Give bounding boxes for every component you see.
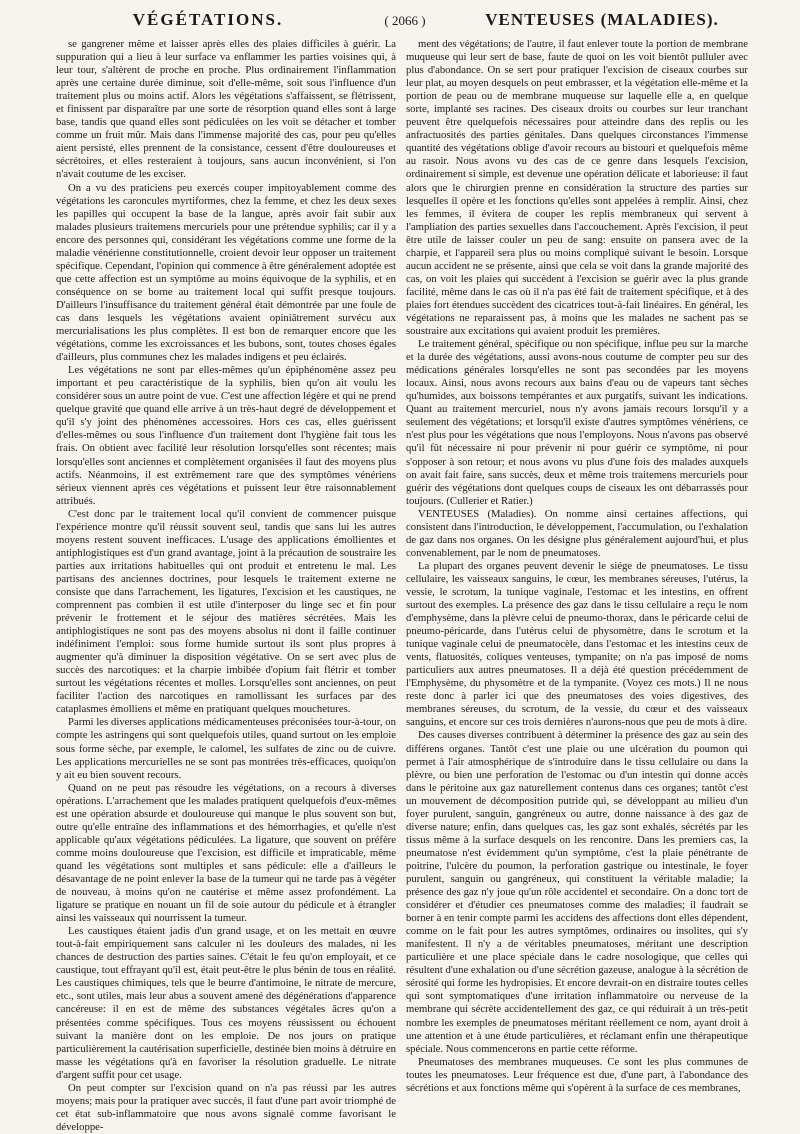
paragraph: Quand on ne peut pas résoudre les végétations, on a recours à diverses opérations. L'arrachement que les malades pratiquent quelquefois d'eux-mêmes est une opération absurde et douloureuse qui manque le plus souvent son but, outre qu'elle entraîne des inflammations et des hémorrhagies, et qu'elle n'est applicable qu'aux végétations pédiculées. La ligature, que souvent on préfère comme moins douloureuse que l'excision, est difficile et impraticable, même quand les végétations sont multiples et sans pédicule: elle a d'ailleurs le désavantage de ne point enlever la base de la tumeur qui ne tarde pas à végéter de nouveau, à moins qu'on ne cautérise et même assez profondément. La ligature se pratique en nouant un fil de soie autour du pédicule et à étrangler ainsi les vaisseaux qui nourrissent la tumeur. bbox=[56, 781, 396, 925]
paragraph: Le traitement général, spécifique ou non spécifique, influe peu sur la marche et la durée des végétations, aussi avons-nous coutume de compter peu sur des médications générales lorsqu'elles ne sont pas secondées par les moyens locaux. Ainsi, nous avons recours aux bains d'eau ou de vapeurs tant sèches qu'humides, aux boissons tempérantes et aux purgatifs, suivant les indications. Quant au traitement mercuriel, nous n'y avons jamais recours lorsqu'il y a seulement des végétations; et lorsqu'il existe d'autres symptômes vénériens, ce n'est plus pour les végétations que nous l'employons. Nous n'avons pas observé qu'il fût nécessaire ni pour prévenir ni pour guérir ce symptôme, ni pour s'opposer à son retour; et nous avons vu plus d'une fois des malades auxquels on avait fait faire, sans succès, deux et même trois traitemens mercuriels pour guérir des végétations dont quelques coups de ciseaux les ont débarrassés pour toujours. (Cullerier et Ratier.) bbox=[406, 338, 748, 507]
paragraph: Parmi les diverses applications médicamenteuses préconisées tour-à-tour, on compte les astringens qui sont quelquefois utiles, quand surtout on les emploie sous forme sèche, par exemple, le calomel, les sulfates de zinc ou de cuivre. Les applications mercurielles ne se sont pas montrées très-efficaces, quoiqu'on y ait eu bien souvent recours. bbox=[56, 716, 396, 781]
paragraph: C'est donc par le traitement local qu'il convient de commencer puisque l'expérience montre qu'il réussit souvent seul, tandis que sans lui les autres moyens restent souvent inefficaces. L'usage des applications émollientes et antiphlogistiques est d'un grand avantage, joint à la précaution de soustraire les parties aux irritations habituelles qui ont produit et entretenu le mal. Les partisans des anciennes doctrines, pour lesquels le traitement externe ne consiste que dans l'arrachement, les ligatures, l'excision et les caustiques, ne comprennent pas combien il est utile d'interposer du linge sec et fin pour prévenir le frottement et le séjour des matières sécrétées. Mais les antiphlogistiques ne sont pas des moyens absolus ni dont il faille continuer indéfiniment l'emploi: sous forme humide surtout ils sont plus propres à augmenter qu'à diminuer la disposition végétative. On se sert avec plus de succès des narcotiques: et la charpie imbibée d'opium fait flétrir et tomber surtout les végétations récentes et molles. Lorsqu'elles sont anciennes, on peut faciliter l'action des narcotiques en ramollissant les surfaces par des cataplasmes émolliens et même en pratiquant quelques mouchetures. bbox=[56, 507, 396, 716]
paragraph: Pneumatoses des membranes muqueuses. Ce sont les plus communes de toutes les pneumatoses. Leur fréquence est due, d'une part, à l'abondance des sécrétions et aux fonctions même qui s'opèrent à la surface de ces membranes, bbox=[406, 1055, 748, 1094]
right-column bbox=[406, 38, 748, 1094]
header-right-title: VENTEUSES (MALADIES). bbox=[485, 10, 719, 29]
paragraph: La plupart des organes peuvent devenir le siége de pneumatoses. Le tissu cellulaire, les vaisseaux sanguins, le cœur, les membranes séreuses, l'utérus, la vessie, le scrotum, la tunique vaginale, l'estomac et les intestins, en offrent surtout des exemples. La présence des gaz dans le tissu cellulaire a reçu le nom d'emphysème, dans la plèvre celui de pneumo-thorax, dans le péricarde celui de pneumo-péricarde, dans l'utérus celui de physomètre, dans le scrotum et la tunique vaginale celui de pneumatocèle, dans l'estomac et les intestins ceux de vents, flatuosités, coliques venteuses, tympanite; on n'a pas imposé de noms particuliers aux autres pneumatoses. Il a déjà été question précédemment de l'Emphysème, du physomètre et de la tympanite. (Voyez ces mots.) Il ne nous reste donc à parler ici que des pneumatoses des voies digestives, des membranes séreuses, du scrotum, de la vessie, du cœur et des vaisseaux sanguins, et encore sur ces trois dernières n'aurons-nous que peu de mots à dire. bbox=[406, 559, 748, 729]
paragraph: On peut compter sur l'excision quand on n'a pas réussi par les autres moyens; mais pour la pratiquer avec succès, il faut d'une part avoir triomphé de cet état sub-inflammatoire que nous avons signalé comme favorisant le développe- bbox=[56, 1081, 396, 1133]
paragraph: On a vu des praticiens peu exercés couper impitoyablement comme des végétations les caroncules myrtiformes, chez la femme, et chez les deux sexes les papilles qui occupent la base de la langue, après avoir fait subir aux malades plusieurs traitemens mercuriels pour une prétendue syphilis; car il y a encore des personnes qui, considérant les végétations comme une forme de la maladie vénérienne constitutionnelle, croient devoir leur opposer un traitement spécifique. Cependant, l'opinion qui commence à être généralement adoptée est que cette affection est un symptôme au moins équivoque de la syphilis, et en conséquence on se borne au traitement local qui suffit presque toujours. D'ailleurs l'insuffisance du traitement général était démontrée par une foule de cas dans lesquels les végétations avaient opiniâtrement survécu aux mercurialisations les plus complètes. Il est bon de remarquer encore que les végétations, comme les excroissances et les bubons, sont, toutes choses égales d'ailleurs, plus communes chez les malades indigens et peu éclairés. bbox=[56, 181, 396, 364]
header-left-title: VÉGÉTATIONS. bbox=[132, 10, 284, 29]
page-number: ( 2066 ) bbox=[384, 13, 426, 28]
paragraph: ment des végétations; de l'autre, il faut enlever toute la portion de membrane muqueuse qui leur sert de base, faute de quoi on les voit bientôt pulluler avec plus d'abondance. On se sert pour pratiquer l'excision de ciseaux courbes sur leur plat, au moyen desquels on peut embrasser, et la végétation elle-même et la portion de peau ou de membrane muqueuse sur laquelle elle a, en quelque sorte, implanté ses racines. Des ciseaux droits ou courbes sur leur tranchant peuvent être quelquefois nécessaires pour atteindre dans des replis ou les anfractuosités des parties génitales. Dans quelques circonstances l'immense quantité des végétations oblige d'avoir recours au bistouri et quelquefois même au rasoir. Nous avons vu des cas de ce genre dans lesquels l'excision, ordinairement si simple, est devenue une opération délicate et laborieuse: il faut alors que le chirurgien prenne en considération la structure des parties sur lesquelles il opère et les fonctions qu'elles sont appelées à remplir. Ainsi, chez les femmes, il évitera de couper les replis membraneux qui servent à l'ampliation des parties sexuelles dans l'accouchement. Après l'excision, il peut être utile de laisser couler un peu de sang: ensuite on pansera avec de la charpie, et l'appareil sera plus ou moins compliqué suivant le besoin. Lorsque aucun accident ne se présente, ainsi que cela se voit dans la grande majorité des cas, on voit les plaies qui succèdent à l'excision se guérir avec la plus grande facilité, même dans le cas où il n'a pas été fait de traitement spécifique, et à des plaies fort étendues succèdent des cicatrices tout-à-fait linéaires. En général, les végétations ne reparaissent pas, à moins que les malades ne sachent pas se soustraire aux excitations qui avaient produit les premières. bbox=[406, 38, 748, 338]
paragraph: Des causes diverses contribuent à déterminer la présence des gaz au sein des différens organes. Tantôt c'est une plaie ou une ulcération du poumon qui permet à l'air atmosphérique de s'introduire dans le tissu cellulaire ou dans la plèvre, ou bien une perforation de l'estomac ou d'un intestin qui donne accès dans le péritoine aux gaz naturellement contenus dans ces organes; tantôt c'est un mouvement de décomposition putride qui, se développant au milieu d'un foyer purulent, sanguin, gangréneux ou autre, donne naissance à des gaz de diverse nature; enfin, dans quelques cas, les gaz sont exhalés, sécrétés par les tissus même à la surface desquels on les rencontre. Dans les premiers cas, la pneumatose n'est évidemment qu'un symptôme, c'est la plaie pénétrante de poitrine, l'ulcère du poumon, la perforation gastrique ou intestinale, le foyer purulent, sanguin ou gangréneux, qui constituent la véritable maladie; la présence des gaz n'y joue qu'un rôle accidentel et secondaire. On a donc tort de considérer et d'étudier ces pneumatoses comme des maladies; il faudrait se borner à en tenir compte parmi les accidens des affections dont elles dépendent, comme on le fait pour les autres symptômes, ordinaires ou insolites, qui s'y manifestent. Il n'y a de véritables pneumatoses, méritant une description particulière et une place spéciale dans le cadre nosologique, que celles qui résultent d'une exhalation ou d'une sécrétion gazeuse, analogue à la sécrétion de sérosité qui forme les hydropisies. Et encore devrait-on en distraire toutes celles qui sont symptomatiques d'une irritation inflammatoire ou nerveuse de la membrane qui sécrète accidentellement des gaz, ce qui réduirait à un très-petit nombre les exemples de pneumatoses méritant réellement ce nom, ayant droit à une attention et à une étude particulières, et réclamant enfin une thérapeutique spéciale. Nous commencerons en partie cette réforme. bbox=[406, 729, 748, 1055]
paragraph: Les végétations ne sont par elles-mêmes qu'un épiphénomène assez peu important et peu caractéristique de la syphilis, bien qu'on ait voulu les considérer sous un autre point de vue. C'est une affection légère et qui ne prend quelque gravité que quand elle arrive à un très-haut degré de développement et qu'il s'y joint des phénomènes accessoires. Hors ces cas, elles guérissent d'elles-mêmes ou sous l'influence d'un traitement dont l'hygiène fait tous les frais. On obtient avec facilité leur résolution lorsqu'elles sont récentes; mais lorsqu'elles sont anciennes et complètement organisées il faut des moyens plus actifs. Néanmoins, il est extrêmement rare que des symptômes vénériens sérieux viennent après ces végétations et puissent leur être raisonnablement attribués. bbox=[56, 364, 396, 507]
paragraph: Les caustiques étaient jadis d'un grand usage, et on les mettait en œuvre tout-à-fait empiriquement sans calculer ni les douleurs des malades, ni les chances de destruction des parties saines. C'était le feu qu'on employait, et ce caustique, tout effrayant qu'il est, était peut-être le plus bénin de tous en réalité. Les caustiques chimiques, tels que le beurre d'antimoine, le nitrate de mercure, etc., sont utiles, mais leur abus a souvent amené des dégénérations d'apparence cancéreuse: il en est de même des substances végétales âcres qu'on a présentées comme spécifiques. Tous ces moyens réussissent ou échouent suivant la manière dont on les emploie. De nos jours on pratique particulièrement la cautérisation superficielle, destinée bien moins à détruire en masse les végétations qu'à en favoriser la résolution graduelle. Le nitrate d'argent suffit pour cet usage. bbox=[56, 925, 396, 1081]
left-column bbox=[56, 38, 396, 1133]
paragraph: se gangrener même et laisser après elles des plaies difficiles à guérir. La suppuration qui a lieu à leur surface va enflammer les parties voisines qui, à leur tour, s'altèrent de proche en proche. Plus ordinairement l'inflammation après une certaine durée diminue, soit d'elle-même, soit sous l'influence d'un traitement plus ou moins actif. Alors les végétations s'affaissent, se flétrissent, et finissent par disparaître par une sorte de résorption quand elles sont à large base, tandis que quand elles sont pédiculées on les voit se détacher et tomber comme un fruit mûr. Mais dans l'immense majorité des cas, pour peu qu'elles aient persisté, elles prennent de la consistance, cessent d'être douloureuses et sécrétoires, et elles resteraient à toujours, sans aucun inconvénient, si l'on n'avait coutume de les exciser. bbox=[56, 38, 396, 181]
paragraph: VENTEUSES (Maladies). On nomme ainsi certaines affections, qui consistent dans l'introduction, le développement, l'accumulation, ou l'exhalation de gaz dans nos organes. On les désigne plus généralement aujourd'hui, et plus convenablement, par le nom de pneumatoses. bbox=[406, 507, 748, 559]
running-header bbox=[56, 10, 754, 32]
